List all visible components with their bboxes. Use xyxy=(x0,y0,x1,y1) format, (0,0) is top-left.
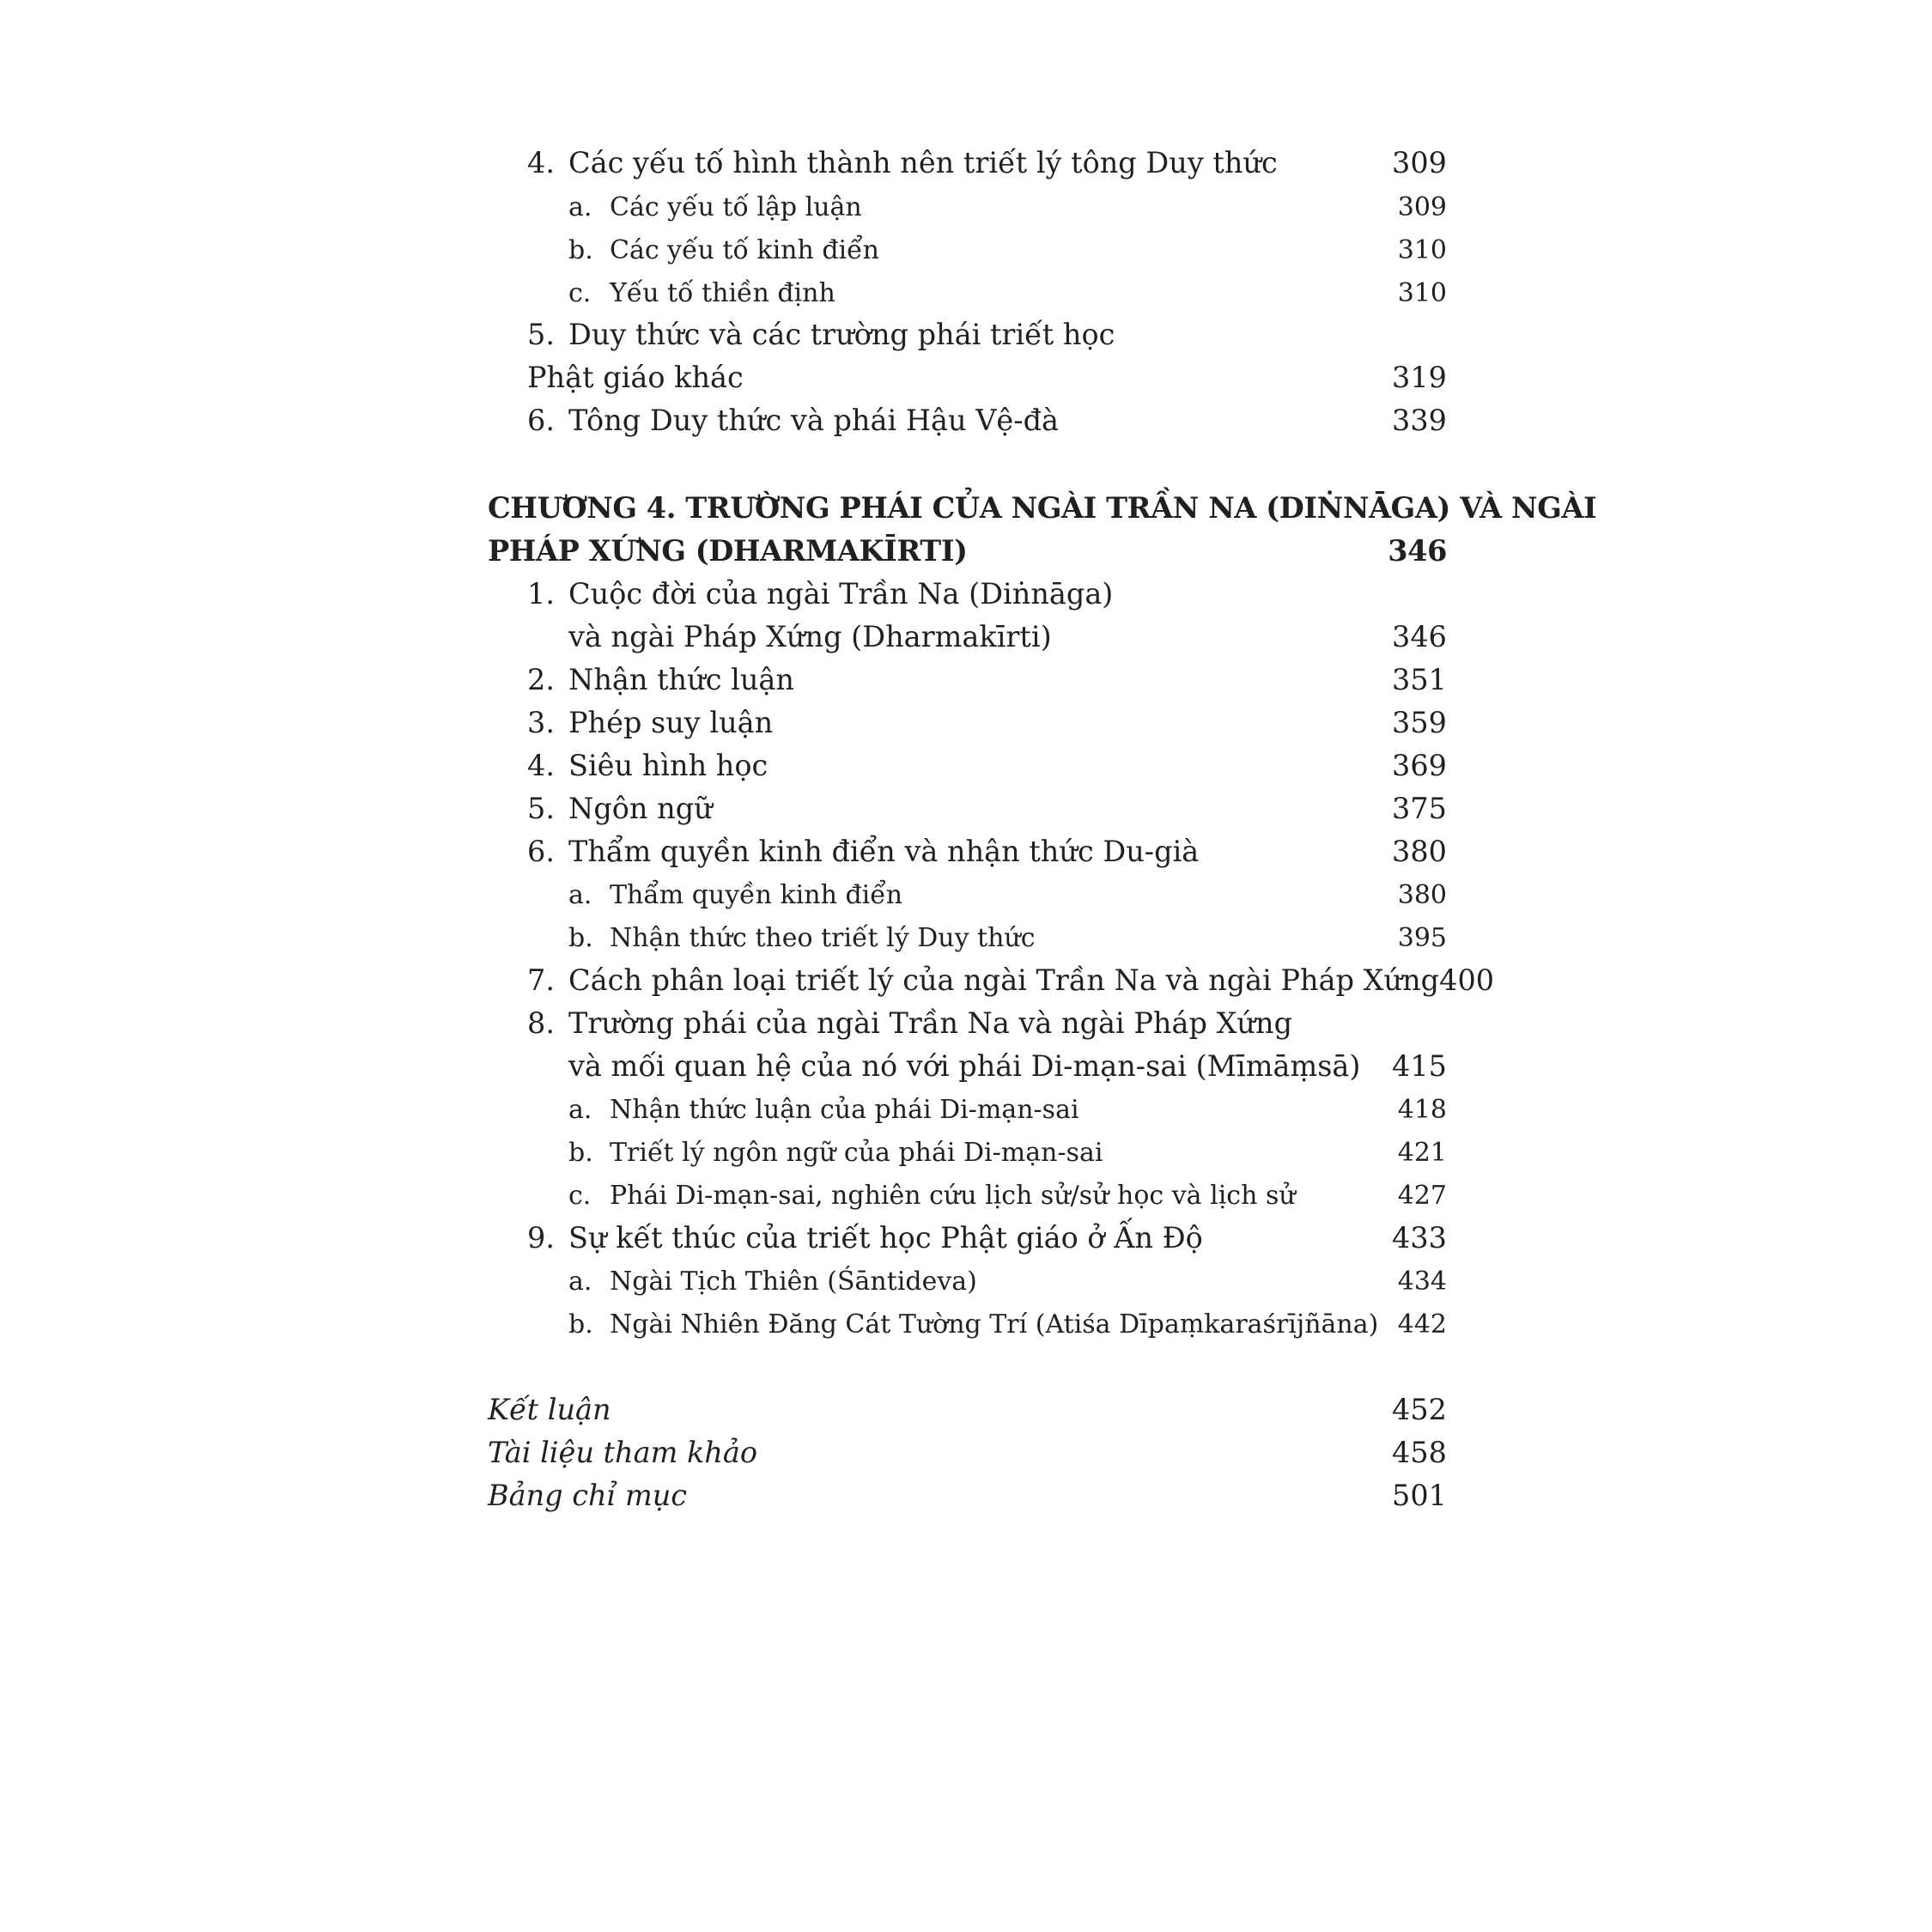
entry-letter: a. xyxy=(568,192,592,222)
toc-entry xyxy=(527,1221,1447,1255)
backmatter-index xyxy=(488,1479,1447,1512)
entry-page: 351 xyxy=(1392,663,1447,696)
entry-title: Siêu hình học xyxy=(568,749,769,782)
entry-title-continued: và ngài Pháp Xứng (Dharmakīrti) xyxy=(568,620,1052,653)
entry-page: 458 xyxy=(1392,1436,1447,1469)
entry-title: Ngài Nhiên Đăng Cát Tường Trí (Atiśa Dīpaṃkaraśrījñāna) xyxy=(610,1309,1379,1340)
entry-title: Tông Duy thức và phái Hậu Vệ-đà xyxy=(568,404,1059,437)
toc-subentry xyxy=(568,880,1447,910)
toc-entry-continuation xyxy=(527,361,1447,394)
entry-page: 400 xyxy=(1439,963,1495,997)
entry-page: 433 xyxy=(1392,1221,1447,1255)
entry-number: 4. xyxy=(527,749,555,782)
entry-title: Bảng chỉ mục xyxy=(488,1479,688,1512)
entry-title: Kết luận xyxy=(488,1393,611,1426)
entry-number: 9. xyxy=(527,1221,555,1255)
entry-title-continued: và mối quan hệ của nó với phái Di-mạn-sai (Mīmāṃsā) xyxy=(568,1049,1361,1083)
entry-letter: b. xyxy=(568,1138,593,1168)
toc-subentry xyxy=(568,1309,1447,1340)
entry-number: 5. xyxy=(527,792,555,825)
entry-title: Các yếu tố lập luận xyxy=(610,192,862,222)
entry-number: 6. xyxy=(527,404,555,437)
backmatter-references xyxy=(488,1436,1447,1469)
entry-title: Tài liệu tham khảo xyxy=(488,1436,757,1469)
toc-entry xyxy=(527,404,1447,437)
entry-page: 359 xyxy=(1392,706,1447,739)
entry-title: Nhận thức theo triết lý Duy thức xyxy=(610,923,1036,953)
entry-number: 4. xyxy=(527,146,555,179)
entry-title: Cách phân loại triết lý của ngài Trần Na và ngài Pháp Xứng xyxy=(568,963,1440,997)
entry-page: 369 xyxy=(1392,749,1447,782)
entry-title: Ngài Tịch Thiên (Śāntideva) xyxy=(610,1267,977,1297)
toc-entry xyxy=(527,146,1447,179)
entry-page: 375 xyxy=(1392,792,1447,825)
entry-letter: c. xyxy=(568,1181,592,1211)
entry-title: Sự kết thúc của triết học Phật giáo ở Ấn Độ xyxy=(568,1221,1203,1255)
toc-subentry xyxy=(568,1181,1447,1211)
toc-entry xyxy=(527,663,1447,696)
entry-title: Ngôn ngữ xyxy=(568,792,713,825)
toc-entry xyxy=(527,749,1447,782)
entry-number: 5. xyxy=(527,318,555,351)
entry-title: Nhận thức luận của phái Di-mạn-sai xyxy=(610,1095,1079,1125)
entry-number: 7. xyxy=(527,963,555,997)
entry-title-continued: Phật giáo khác xyxy=(527,361,744,394)
toc-entry xyxy=(527,1006,1447,1040)
entry-letter: b. xyxy=(568,235,593,265)
chapter-page: 346 xyxy=(1388,534,1447,568)
entry-title: Triết lý ngôn ngữ của phái Di-mạn-sai xyxy=(610,1138,1103,1168)
backmatter-conclusion xyxy=(488,1393,1447,1426)
entry-title: Thẩm quyền kinh điển xyxy=(610,880,903,910)
toc-entry xyxy=(527,835,1447,868)
entry-number: 3. xyxy=(527,706,555,739)
entry-page: 434 xyxy=(1397,1267,1447,1297)
entry-page: 380 xyxy=(1397,880,1447,910)
chapter-title-line2: PHÁP XỨNG (DHARMAKĪRTI) xyxy=(488,534,968,568)
entry-page: 395 xyxy=(1397,923,1447,953)
entry-page: 418 xyxy=(1397,1095,1447,1125)
entry-title: Duy thức và các trường phái triết học xyxy=(568,318,1115,351)
entry-number: 1. xyxy=(527,577,555,611)
toc-subentry xyxy=(568,923,1447,953)
entry-page: 319 xyxy=(1392,361,1447,394)
entry-page: 310 xyxy=(1397,235,1447,265)
entry-title: Trường phái của ngài Trần Na và ngài Pháp Xứng xyxy=(568,1006,1293,1040)
entry-letter: c. xyxy=(568,278,592,308)
chapter-heading-continued xyxy=(488,534,1447,568)
toc-entry xyxy=(527,577,1447,611)
entry-letter: b. xyxy=(568,1309,593,1340)
entry-page: 452 xyxy=(1392,1393,1447,1426)
entry-page: 309 xyxy=(1392,146,1447,179)
entry-title: Cuộc đời của ngài Trần Na (Diṅnāga) xyxy=(568,577,1114,611)
entry-page: 380 xyxy=(1392,835,1447,868)
toc-entry xyxy=(527,706,1447,739)
entry-page: 421 xyxy=(1397,1138,1447,1168)
entry-page: 310 xyxy=(1397,278,1447,308)
toc-subentry xyxy=(568,1267,1447,1297)
entry-page: 501 xyxy=(1392,1479,1447,1512)
chapter-heading xyxy=(488,491,1597,525)
entry-page: 427 xyxy=(1397,1181,1447,1211)
entry-letter: a. xyxy=(568,1267,592,1297)
toc-entry xyxy=(527,963,1495,997)
entry-number: 8. xyxy=(527,1006,555,1040)
entry-title: Các yếu tố kinh điển xyxy=(610,235,879,265)
entry-page: 309 xyxy=(1397,192,1447,222)
toc-entry-continuation xyxy=(568,1049,1447,1083)
entry-page: 442 xyxy=(1397,1309,1447,1340)
entry-letter: b. xyxy=(568,923,593,953)
toc-subentry xyxy=(568,278,1447,308)
toc-entry-continuation xyxy=(568,620,1447,653)
entry-title: Phái Di-mạn-sai, nghiên cứu lịch sử/sử học và lịch sử xyxy=(610,1181,1296,1211)
toc-entry xyxy=(527,318,1447,351)
entry-letter: a. xyxy=(568,1095,592,1125)
toc-subentry xyxy=(568,1095,1447,1125)
entry-page: 346 xyxy=(1392,620,1447,653)
toc-subentry xyxy=(568,235,1447,265)
chapter-title-line1: CHƯƠNG 4. TRƯỜNG PHÁI CỦA NGÀI TRẦN NA (DIṄNĀGA) VÀ NGÀI xyxy=(488,491,1597,525)
entry-title: Thẩm quyền kinh điển và nhận thức Du-già xyxy=(568,835,1200,868)
entry-number: 2. xyxy=(527,663,555,696)
entry-number: 6. xyxy=(527,835,555,868)
entry-title: Yếu tố thiền định xyxy=(610,278,835,308)
entry-page: 415 xyxy=(1392,1049,1447,1083)
toc-subentry xyxy=(568,1138,1447,1168)
entry-title: Phép suy luận xyxy=(568,706,774,739)
toc-entry xyxy=(527,792,1447,825)
entry-letter: a. xyxy=(568,880,592,910)
entry-page: 339 xyxy=(1392,404,1447,437)
entry-title: Các yếu tố hình thành nên triết lý tông Duy thức xyxy=(568,146,1278,179)
toc-subentry xyxy=(568,192,1447,222)
entry-title: Nhận thức luận xyxy=(568,663,794,696)
